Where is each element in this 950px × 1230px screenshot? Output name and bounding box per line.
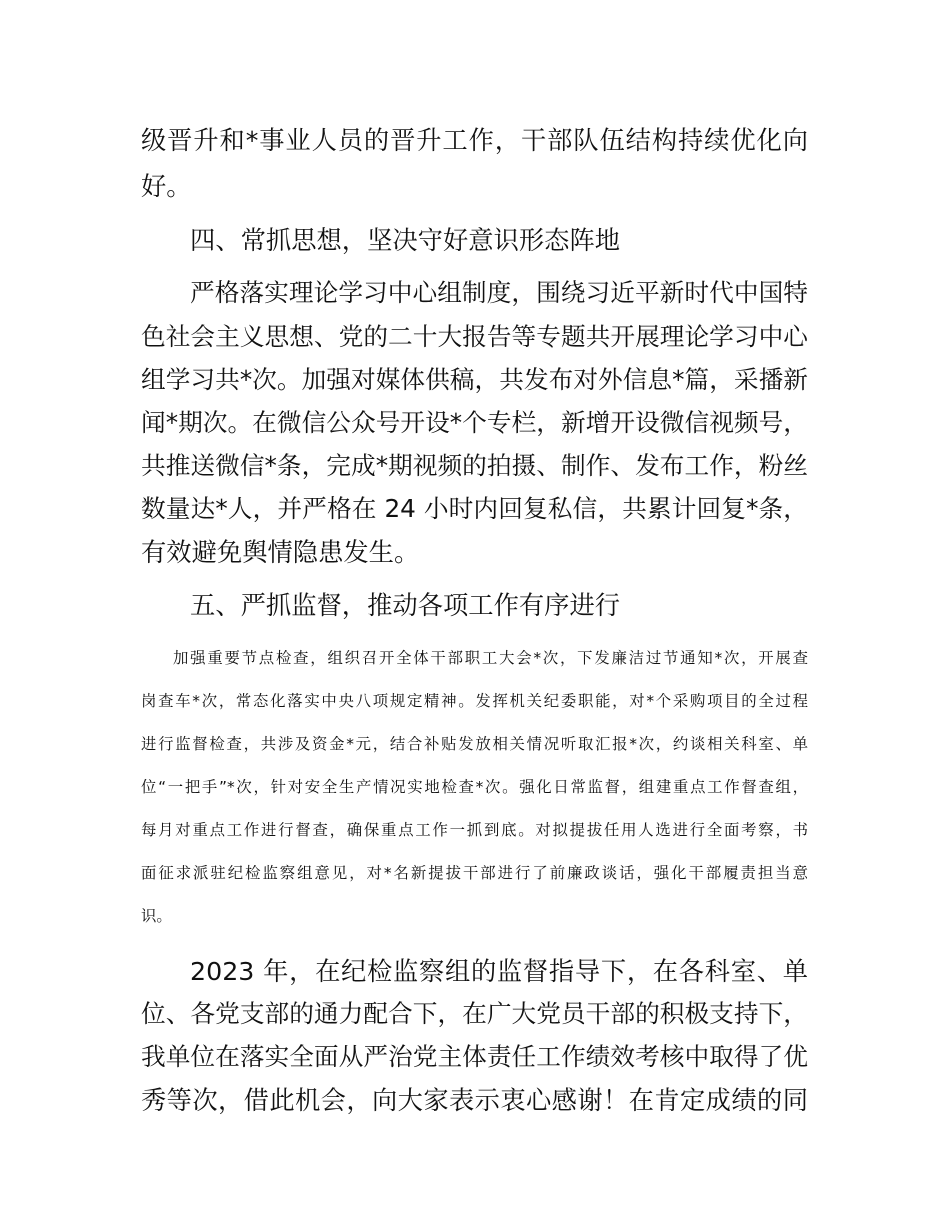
paragraph-line: 秀等次，借此机会，向大家表示衷心感谢！在肯定成绩的同 — [141, 1086, 808, 1115]
paragraph-line: 我单位在落实全面从严治党主体责任工作绩效考核中取得了优 — [141, 1042, 808, 1071]
paragraph-line: 2023 年，在纪检监察组的监督指导下，在各科室、单 — [190, 957, 808, 986]
paragraph-line: 加强重要节点检查，组织召开全体干部职工大会*次，下发廉洁过节通知*次，开展查 — [173, 649, 808, 667]
paragraph-line: 共推送微信*条，完成*期视频的拍摄、制作、发布工作，粉丝 — [141, 451, 808, 480]
section-heading: 五、严抓监督，推动各项工作有序进行 — [190, 591, 621, 620]
paragraph-line: 位、各党支部的通力配合下，在广大党员干部的积极支持下， — [141, 999, 808, 1028]
paragraph-line: 有效避免舆情隐患发生。 — [141, 538, 420, 567]
paragraph-line: 级晋升和*事业人员的晋升工作，干部队伍结构持续优化向 — [141, 126, 808, 155]
paragraph-line: 严格落实理论学习中心组制度，围绕习近平新时代中国特 — [190, 278, 808, 307]
paragraph-line: 识。 — [141, 907, 172, 925]
paragraph-line: 进行监督检查，共涉及资金*元，结合补贴发放相关情况听取汇报*次，约谈相关科室、单 — [141, 735, 808, 753]
paragraph-line: 好。 — [141, 172, 192, 201]
section-heading: 四、常抓思想，坚决守好意识形态阵地 — [190, 226, 621, 255]
paragraph-line: 色社会主义思想、党的二十大报告等专题共开展理论学习中心 — [141, 322, 808, 351]
paragraph-line: 每月对重点工作进行督查，确保重点工作一抓到底。对拟提拔任用人选进行全面考察，书 — [141, 821, 808, 839]
paragraph-line: 组学习共*次。加强对媒体供稿，共发布对外信息*篇，采播新 — [141, 365, 808, 394]
paragraph-line: 面征求派驻纪检监察组意见，对*名新提拔干部进行了前廉政谈话，强化干部履责担当意 — [141, 864, 808, 882]
paragraph-line: 岗查车*次，常态化落实中央八项规定精神。发挥机关纪委职能，对*个采购项目的全过程 — [141, 692, 808, 710]
paragraph-line: 闻*期次。在微信公众号开设*个专栏，新增开设微信视频号， — [141, 408, 808, 437]
paragraph-line: 数量达*人，并严格在 24 小时内回复私信，共累计回复*条， — [141, 494, 808, 523]
paragraph-line: 位“一把手”*次，针对安全生产情况实地检查*次。强化日常监督，组建重点工作督查组， — [141, 778, 808, 796]
